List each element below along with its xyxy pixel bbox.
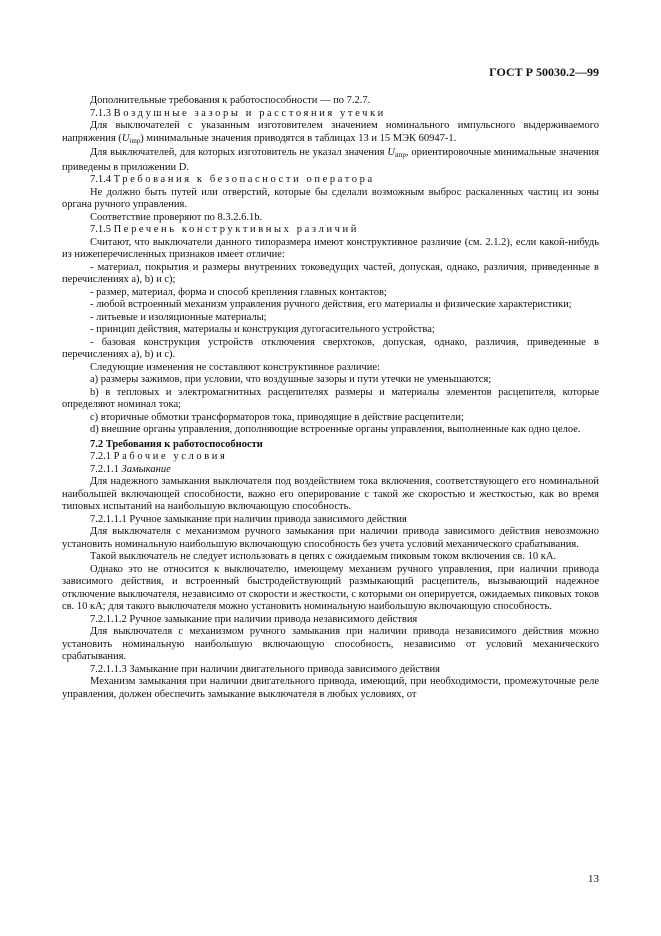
section-number: 7.1.5 — [90, 224, 111, 235]
section-heading-7-2-1-1-2: 7.2.1.1.2 Ручное замыкание при наличии привода независимого действия — [90, 613, 418, 625]
paragraph: Не должно быть путей или отверстий, которые бы сделали возможным выброс раскаленных частиц из зоны органа ручного управления. — [62, 186, 599, 210]
document-body — [62, 95, 599, 701]
paragraph — [62, 147, 599, 174]
list-item: а) размеры зажимов, при условии, что воздушные зазоры и пути утечки не уменьшаются; — [90, 374, 492, 385]
list-item: b) в тепловых и электромагнитных расцепителях размеры и материалы элементов расцепителя, которые определяют номинал тока; — [62, 386, 599, 410]
paragraph: Для выключателя с механизмом ручного замыкания при наличии привода зависимого действия невозможно установить номинальную наибольшую включающую способность без учета условий механического срабатывания. — [62, 526, 599, 550]
section-heading-7-2-1-1 — [62, 464, 599, 477]
text-run: , ориентировочные минимальные значения приведены в приложении D. — [62, 147, 599, 173]
text-run: Для выключателей, для которых изготовитель не указал значения — [90, 147, 388, 158]
page-number: 13 — [588, 873, 599, 885]
paragraph: Такой выключатель не следует использовать в цепях с ожидаемым пиковым током включения св. 10 кА. — [90, 551, 557, 562]
section-title: Требования к безопасности оператора — [113, 174, 375, 185]
section-heading-7-2-1 — [62, 451, 599, 464]
symbol-subscript: imp — [129, 136, 141, 145]
paragraph: Считают, что выключатели данного типоразмера имеют конструктивное различие (см. 2.1.2), если какой-нибудь из нижеперечисленных признаков имеет отличие: — [62, 236, 599, 260]
list-item: с) вторичные обмотки трансформаторов тока, приводящие в действие расцепители; — [90, 411, 464, 423]
section-title: Перечень конструктивных различий — [113, 224, 359, 235]
paragraph: Дополнительные требования к работоспособности — по 7.2.7. — [90, 95, 371, 106]
section-heading-7-1-4 — [62, 174, 599, 187]
paragraph — [62, 120, 599, 147]
paragraph: Однако это не относится к выключателю, имеющему механизм ручного управления, при наличии привода зависимого действия, и встроенный быстродействующий размыкающий расцепитель, вызывающий надежное отключение выключателя, независимо от скорости и жесткости, с которыми он оперируется, ожидаемых пиковых токов св. 10 кА; для такого выключателя можно установить номинальную наибольшую включающую способность. — [62, 563, 599, 612]
section-heading-7-1-3 — [62, 108, 599, 121]
symbol-subscript: imp — [394, 151, 406, 159]
section-title: Замыкание — [121, 463, 171, 475]
section-title: Воздушные зазоры и расстояния утечки — [113, 107, 386, 119]
text-run: Для выключателей с указанным изготовителем значением номинального импульсного выдерживаемого напряжения ( — [62, 120, 599, 144]
paragraph: Соответствие проверяют по 8.3.2.6.1b. — [90, 211, 263, 223]
section-number: 7.1.3 — [90, 107, 111, 119]
section-heading-7-2-1-1-3: 7.2.1.1.3 Замыкание при наличии двигательного привода зависимого действия — [90, 663, 440, 675]
section-heading-7-1-5 — [62, 224, 599, 237]
section-title: Рабочие условия — [113, 451, 228, 462]
paragraph: Для надежного замыкания выключателя под воздействием тока включения, соответствующего его номинальной наибольшей включающей способности, важно его оперирование с такой же скоростью и жесткостью, как во время типовых испытаний на наибольшую включающую способность. — [62, 476, 599, 512]
document-code: ГОСТ Р 50030.2—99 — [489, 65, 599, 79]
section-number: 7.2.1.1 — [90, 463, 119, 475]
list-item: - принцип действия, материалы и конструкция дугогасительного устройства; — [90, 324, 435, 335]
list-item: - литьевые и изоляционные материалы; — [90, 311, 267, 323]
symbol-u: U — [387, 147, 395, 158]
section-number: 7.2.1 — [90, 451, 111, 462]
paragraph: Для выключателя с механизмом ручного замыкания при наличии привода независимого действия можно установить номинальную наибольшую включающую способность, независимо от условий механического срабатывания. — [62, 626, 599, 662]
paragraph: Механизм замыкания при наличии двигательного привода, имеющий, при необходимости, промежуточные реле управления, должен обеспечить замыкание выключателя в любых условиях, от — [62, 676, 599, 700]
list-item: - материал, покрытия и размеры внутренних токоведущих частей, допуская, однако, различия, приведенные в перечислениях а), b) и с); — [62, 261, 599, 285]
list-item: d) внешние органы управления, дополняющие встроенные органы управления, выполненные как одно целое. — [90, 424, 581, 435]
symbol-u: U — [121, 132, 130, 144]
section-heading-7-2-1-1-1: 7.2.1.1.1 Ручное замыкание при наличии привода зависимого действия — [90, 513, 407, 525]
list-item: - базовая конструкция устройств отключения сверхтоков, допуская, однако, различия, приведенные в перечислениях а), b) и с). — [62, 336, 599, 360]
list-item: - любой встроенный механизм управления ручного действия, его материалы и физические характеристики; — [90, 299, 572, 310]
section-heading-7-2: 7.2 Требования к работоспособности — [90, 438, 263, 450]
paragraph: Следующие изменения не составляют конструктивное различие: — [90, 361, 380, 373]
list-item: - размер, материал, форма и способ крепления главных контактов; — [90, 286, 387, 298]
text-run: ) минимальные значения приводятся в таблицах 13 и 15 МЭК 60947-1. — [140, 132, 457, 144]
section-number: 7.1.4 — [90, 174, 111, 185]
